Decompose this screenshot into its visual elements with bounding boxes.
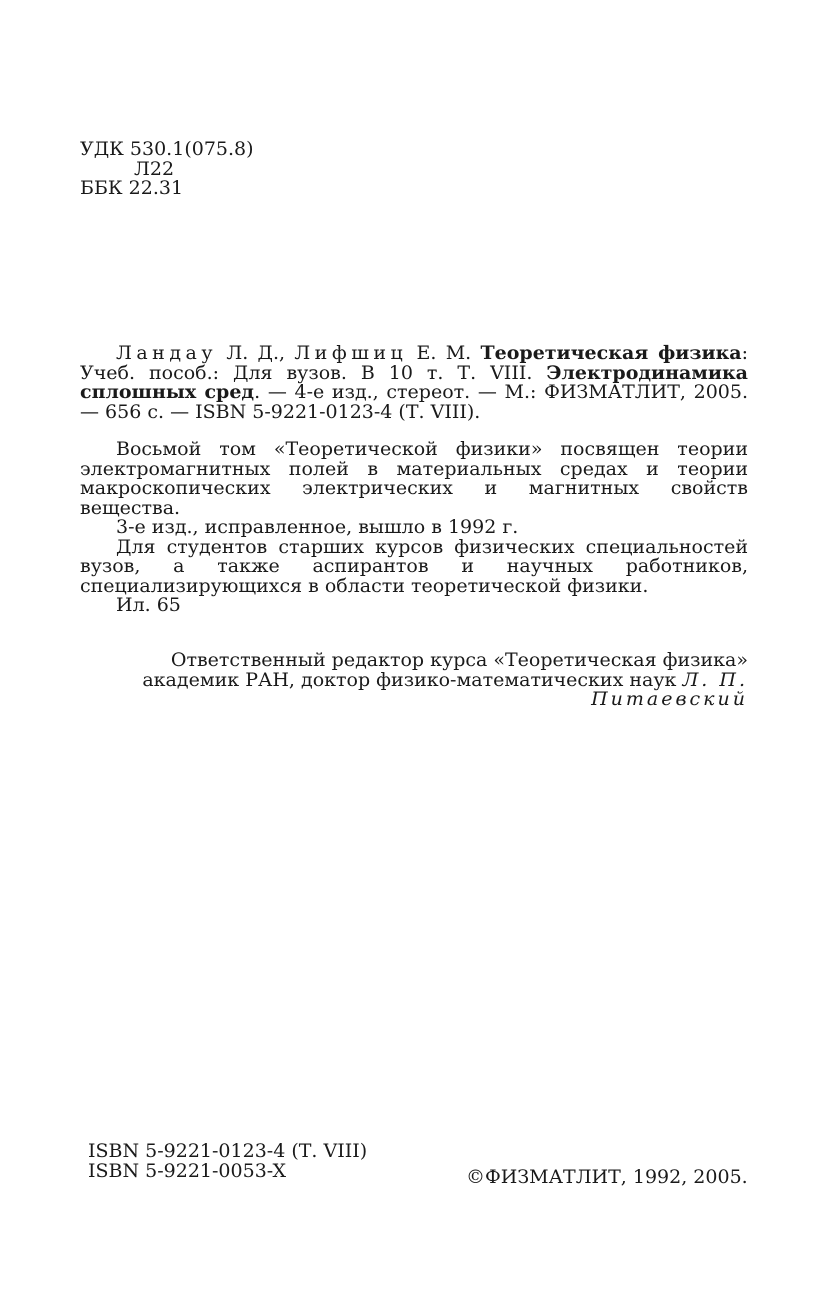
author2-surname: Лифшиц	[294, 342, 408, 364]
bbk-code: ББК 22.31	[80, 177, 184, 199]
isbn-volume: ISBN 5-9221-0123-4 (Т. VIII)	[88, 1140, 368, 1162]
bibliographic-record	[80, 344, 748, 422]
editor-text: Ответственный редактор курса «Теоретическая физика» академик РАН, доктор физико-математических наук	[142, 649, 748, 691]
isbn-set: ISBN 5-9221-0053-X	[88, 1159, 287, 1182]
bibliographic-entry	[80, 344, 748, 422]
annotation-audience: Для студентов старших курсов физических специальностей вузов, а также аспирантов и научных работников, специализирующихся в области теоретической физики.	[80, 535, 748, 597]
isbn-block	[88, 1142, 367, 1181]
imprint: . — 4-е изд., стереот. — М.: ФИЗМАТЛИТ, 2005. — 656 с. — ISBN 5-9221-0123-4 (Т. VIII).	[80, 381, 749, 423]
editor-line	[80, 651, 748, 710]
author1-surname: Ландау	[116, 342, 218, 364]
classification-block	[80, 140, 254, 199]
annotation-summary: Восьмой том «Теоретической физики» посвящен теории электромагнитных полей в материальных средах и теории макроскопических электрических и магнитных свойств вещества.	[80, 438, 748, 519]
annotation	[80, 440, 748, 616]
author2-initials: Е. М.	[416, 342, 472, 364]
udk-code: УДК 530.1(075.8)	[80, 138, 254, 160]
author1-initials: Л. Д.,	[226, 342, 286, 364]
editor-name: Л. П. Питаевский	[591, 668, 748, 710]
copyright-notice: ©ФИЗМАТЛИТ, 1992, 2005.	[466, 1166, 748, 1188]
annotation-illustrations: Ил. 65	[116, 594, 181, 616]
series-details: : Учеб. пособ.: Для вузов. В 10 т. Т. VIII.	[80, 342, 749, 384]
series-title: Теоретическая физика	[480, 342, 742, 364]
author-mark: Л22	[134, 157, 175, 180]
annotation-edition-note: 3-е изд., исправленное, вышло в 1992 г.	[116, 516, 519, 538]
volume-title: Электродинамика сплошных сред	[80, 361, 748, 403]
responsible-editor	[80, 651, 748, 710]
